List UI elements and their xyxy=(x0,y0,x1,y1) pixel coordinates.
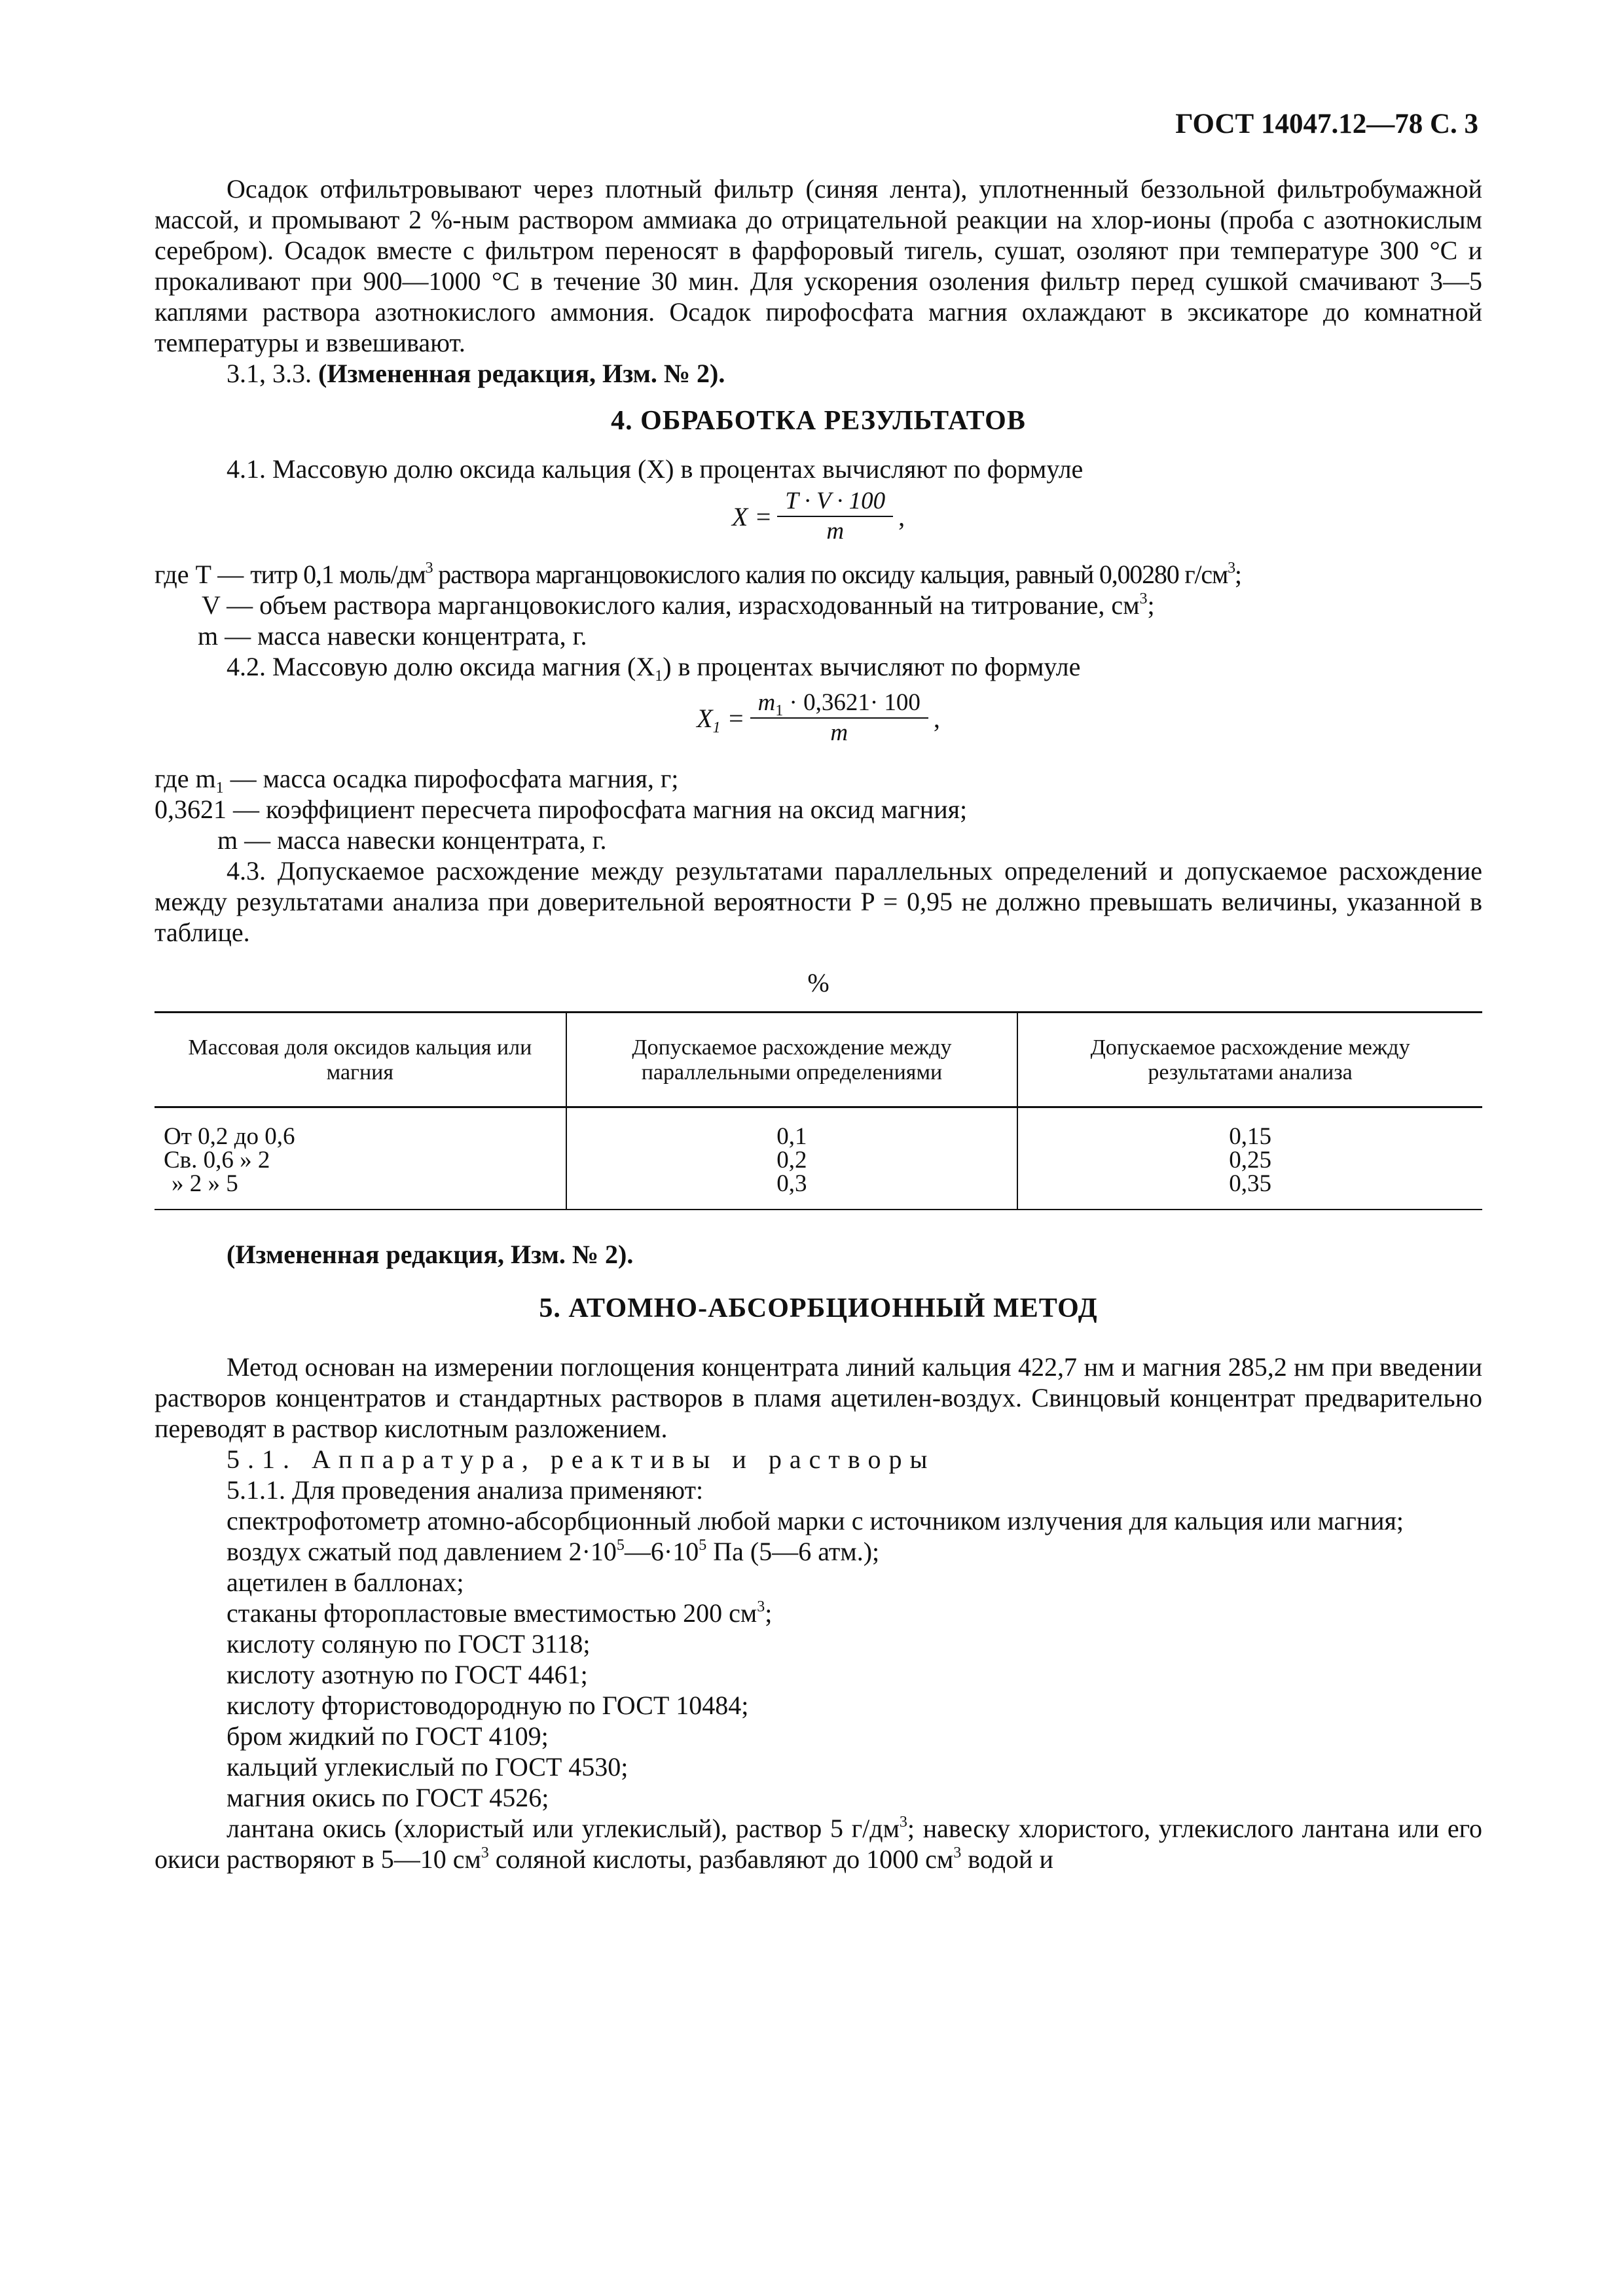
subsection-5-1-1: 5.1.1. Для проведения анализа применяют: xyxy=(227,1475,704,1505)
list-item: стаканы фторопластовые вместимостью 200 $см^3$; xyxy=(227,1598,773,1628)
formula-x-tail: , xyxy=(898,501,905,531)
document-page xyxy=(155,98,1482,1874)
para-4-2: 4.2. Массовую долю оксида магния $(X_1)$ в процентах вычисляют по формуле xyxy=(227,652,1081,685)
note-ref: 3.1, 3.3. xyxy=(227,359,312,388)
list-item: воздух сжатый под давлением $2\cdot 10^5—6\cdot 10^5$ Па (5—6 атм.); xyxy=(227,1537,880,1566)
table-header-2: Допускаемое расхождение между параллельными определениями xyxy=(566,1013,1018,1107)
formula-x1-denominator: m xyxy=(830,719,848,746)
formula-x-fraction xyxy=(777,487,893,546)
where-m: m — масса навески концентрата, г. xyxy=(198,621,587,651)
where-t-text: титр 0,1 моль/$дм^3$ раствора марганцовокислого калия по оксиду кальция, равный 0,00280 $г/см^3$; xyxy=(250,560,1241,589)
where-m-2: m — масса навески концентрата, г. xyxy=(217,825,607,855)
intro-amendment-note xyxy=(155,358,1482,389)
list-item: ацетилен в баллонах; xyxy=(227,1568,464,1597)
table-row: » 2 » 5 0,3 0,35 xyxy=(155,1172,1482,1210)
list-item: магния окись по ГОСТ 4526; xyxy=(227,1783,549,1812)
table-unit: % xyxy=(807,968,830,997)
formula-x1-lhs: $X_1$ = xyxy=(697,703,745,736)
list-item: кислоту соляную по ГОСТ 3118; xyxy=(227,1629,591,1659)
where-coefficient: 0,3621 — коэффициент пересчета пирофосфата магния на оксид магния; xyxy=(155,795,968,824)
para-4-1: 4.1. Массовую долю оксида кальция (X) в процентах вычисляют по формуле xyxy=(227,454,1084,484)
list-item: спектрофотометр атомно-абсорбционный любой марки с источником излучения для кальция или магния; xyxy=(227,1506,1404,1535)
formula-x-denominator: m xyxy=(826,518,845,545)
intro-paragraph: Осадок отфильтровывают через плотный фильтр (синяя лента), уплотненный беззольной фильтробумажной массой, и промывают 2 %-ным раствором аммиака до отрицательной реакции на хлор-ионы (проба с азотнокислым серебром). Осадок вместе с фильтром переносят в фарфоровый тигель, сушат, озоляют при температуре 300 °С и прокаливают при 900—1000 °С в течение 30 мин. Для ускорения озоления фильтр перед сушкой смачивают 3—5 каплями раствора азотнокислого аммония. Осадок пирофосфата магния охлаждают в эксикаторе до комнатной температуры и взвешивают. xyxy=(155,174,1482,357)
formula-x1-numerator: $m_1 \cdot 0,3621\cdot 100$ xyxy=(750,689,928,719)
list-item: кальций углекислый по ГОСТ 4530; xyxy=(227,1752,629,1782)
list-item: кислоту фтористоводородную по ГОСТ 10484; xyxy=(227,1691,749,1720)
table-row: Св. 0,6 » 2 0,2 0,25 xyxy=(155,1149,1482,1172)
formula-x1 xyxy=(155,689,1482,747)
para-4-3: 4.3. Допускаемое расхождение между результатами параллельных определений и допускаемое расхождение между результатами анализа при доверительной вероятности P = 0,95 не должно превышать величины, указанной в таблице. xyxy=(155,856,1482,947)
section-4-title: 4. ОБРАБОТКА РЕЗУЛЬТАТОВ xyxy=(611,406,1026,436)
list-item: лантана окись (хлористый или углекислый), раствор 5 $г/дм^3$; навеску хлористого, углекислого лантана или его окиси растворяют в 5—10 $см^3$ соляной кислоты, разбавляют до 1000 $см^3$ водой и xyxy=(155,1814,1482,1874)
where-m1: где $m_1$ — масса осадка пирофосфата магния, г; xyxy=(155,764,679,797)
where-v: V — объем раствора марганцовокислого калия, израсходованный на титрование, $см^3$; xyxy=(202,590,1155,620)
subsection-5-1: 5.1. Аппаратура, реактивы и растворы xyxy=(227,1444,936,1474)
list-item: кислоту азотную по ГОСТ 4461; xyxy=(227,1660,588,1689)
list-item: бром жидкий по ГОСТ 4109; xyxy=(227,1721,549,1751)
note-bold: (Измененная редакция, Изм. № 2). xyxy=(318,359,725,388)
page-header: ГОСТ 14047.12—78 С. 3 xyxy=(1175,109,1478,139)
tolerance-table xyxy=(155,1011,1482,1210)
formula-x xyxy=(155,487,1482,546)
table-header-1: Массовая доля оксидов кальция или магния xyxy=(155,1013,566,1107)
table-header-3: Допускаемое расхождение между результатами анализа xyxy=(1017,1013,1482,1107)
formula-x1-fraction xyxy=(750,689,928,747)
where-t: где T — титр 0,1 моль/$дм^3$ раствора марганцовокислого калия по оксиду кальция, равный 0,00280 $г/см^3$; xyxy=(155,560,1241,589)
formula-x1-tail: , xyxy=(933,703,940,733)
section-5-title: 5. АТОМНО-АБСОРБЦИОННЫЙ МЕТОД xyxy=(539,1293,1098,1323)
formula-x-lhs: X = xyxy=(731,501,773,531)
table-row: От 0,2 до 0,6 0,1 0,15 xyxy=(155,1107,1482,1149)
formula-x-numerator: T · V · 100 xyxy=(777,487,893,517)
section-5-intro: Метод основан на измерении поглощения концентрата линий кальция 422,7 нм и магния 285,2 нм при введении растворов концентратов и стандартных растворов в пламя ацетилен-воздух. Свинцовый концентрат предварительно переводят в раствор кислотным разложением. xyxy=(155,1352,1482,1443)
table-amendment-note: (Измененная редакция, Изм. № 2). xyxy=(227,1240,634,1269)
